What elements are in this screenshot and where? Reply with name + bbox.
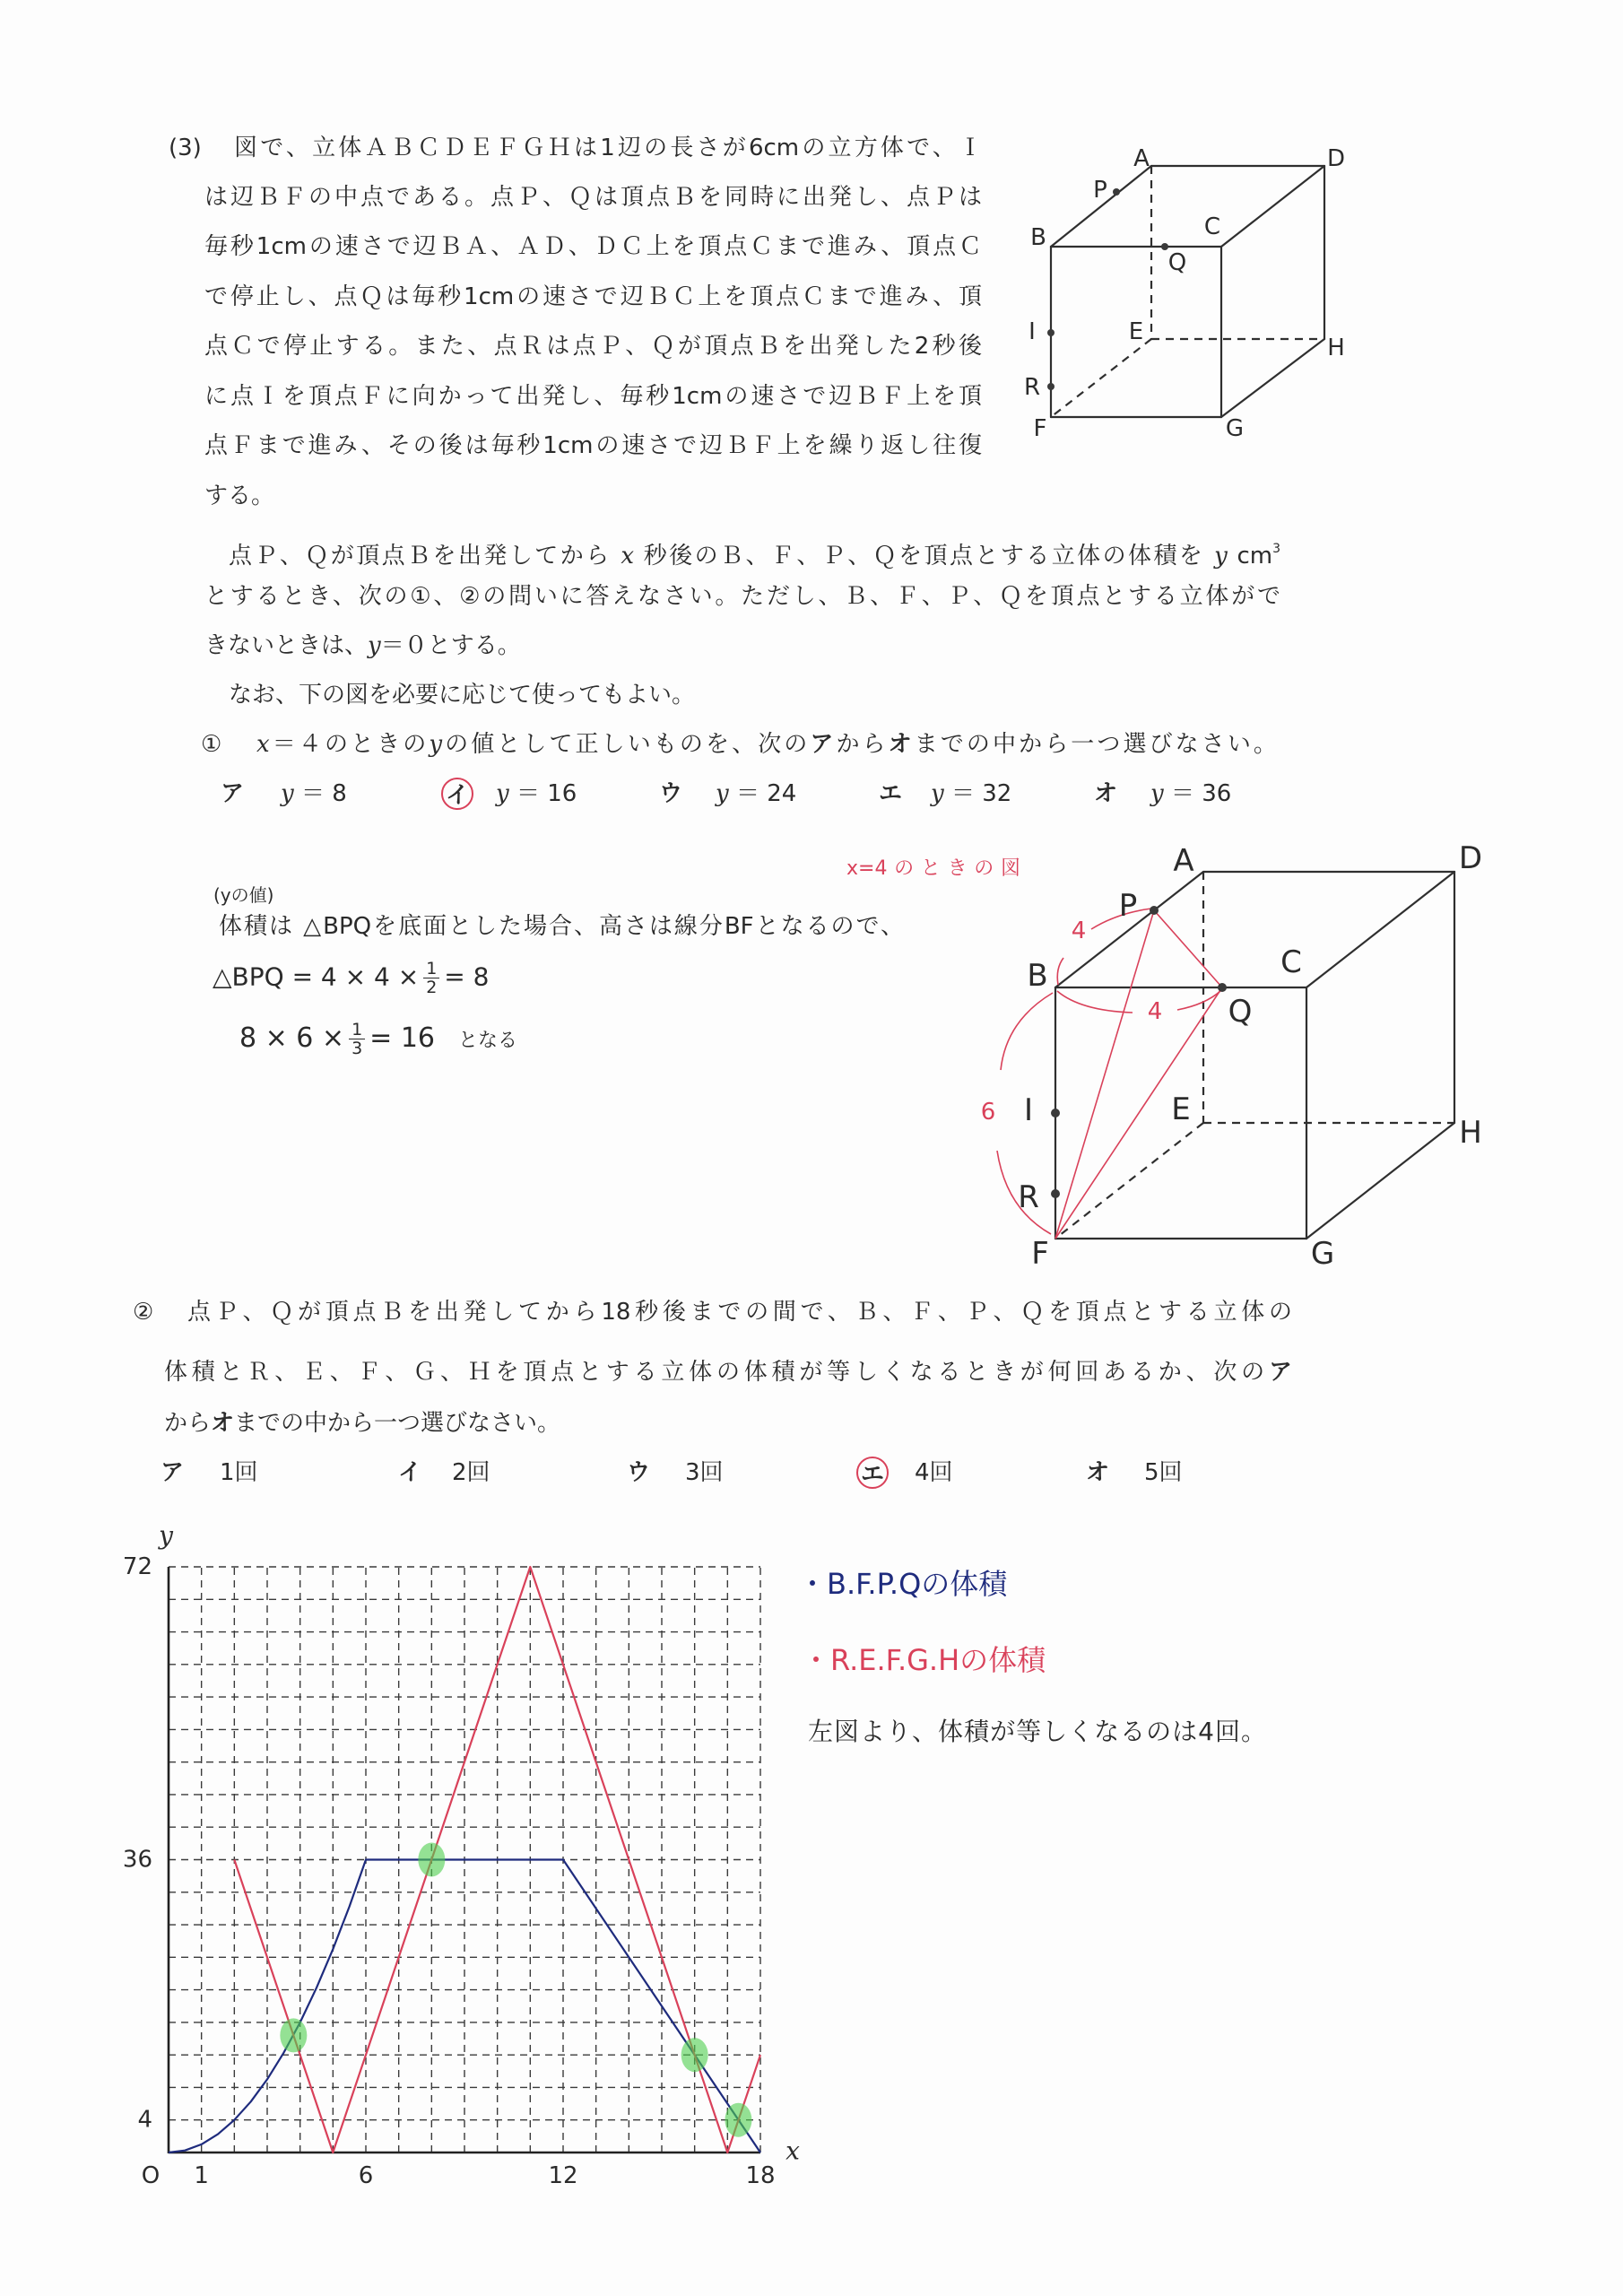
hidden-edge-ef [1051, 339, 1151, 417]
x-axis-label: x [785, 2135, 800, 2166]
point-label-q: Q [1167, 249, 1187, 276]
equation-text: △BPQ = 4 × 4 × [213, 961, 420, 992]
legend-bullet: ・ [802, 1643, 831, 1677]
variable-y: y [368, 632, 381, 659]
intro-line: 毎秒1cmの速さで辺ＢＡ、ＡＤ、ＤＣ上を頂点Ｃまで進み、頂点Ｃ [204, 233, 982, 260]
setup-text: ＝０とする。 [380, 632, 521, 659]
choice-value: 1回 [220, 1459, 258, 1486]
vertex-label-b: B [1030, 224, 1046, 251]
y-tick-label: 4 [137, 2106, 152, 2134]
variable-y: y [1150, 780, 1164, 807]
variable-y: y [281, 780, 294, 807]
point-label-i: I [1023, 1092, 1034, 1128]
point-r-marker [1051, 1189, 1060, 1198]
vertex-label-h: H [1459, 1115, 1482, 1151]
point-p-marker [1150, 906, 1159, 915]
legend-bullet: ・ [798, 1567, 828, 1601]
annotated-cube-figure [950, 825, 1524, 1283]
intro-line: は辺ＢＦの中点である。点Ｐ、Ｑは頂点Ｂを同時に出発し、点Ｐは [204, 184, 982, 211]
prompt-choice-last: オ [888, 731, 915, 758]
choice-label: ウ [626, 1459, 650, 1486]
point-r-marker [1047, 383, 1055, 390]
point-q-marker [1218, 983, 1227, 992]
prompt-text: から [836, 731, 889, 758]
setup-line: なお、下の図を必要に応じて使ってもよい。 [229, 682, 696, 709]
q2-line [164, 1410, 560, 1437]
legend-item-red [802, 1644, 1046, 1676]
length-label-bp: 4 [1071, 918, 1087, 944]
vertex-label-f: F [1033, 415, 1047, 442]
choice-label: イ [397, 1459, 421, 1486]
conclusion-note: 左図より、体積が等しくなるのは4回。 [808, 1717, 1266, 1746]
vertex-label-h: H [1327, 335, 1345, 361]
intro-line: 図で、立体ＡＢＣＤＥＦＧＨは1辺の長さが6cmの立方体で、Ｉ [234, 135, 982, 161]
choice-value-text: ＝ 8 [300, 780, 347, 807]
intro-line: 点Ｆまで進み、その後は毎秒1cmの速さで辺ＢＦ上を繰り返し往復 [204, 432, 982, 459]
intro-line: に点Ｉを頂点Ｆに向かって出発し、毎秒1cmの速さで辺ＢＦ上を頂 [204, 383, 982, 410]
fraction-denominator: 3 [352, 1039, 363, 1058]
choice-value-text: ＝ 24 [735, 780, 797, 807]
segment-pq [1154, 910, 1222, 987]
setup-text: 点Ｐ、Ｑが頂点Ｂを出発してから [229, 543, 612, 570]
variable-y: y [1214, 543, 1228, 570]
point-label-r: R [1023, 374, 1041, 401]
y-tick-label: 72 [122, 1553, 152, 1580]
point-label-p: P [1118, 888, 1138, 924]
hidden-edge-ef [1055, 1123, 1203, 1239]
cube-figure [1004, 126, 1381, 457]
legend-item-blue [798, 1568, 1007, 1600]
choice-label: オ [1085, 1459, 1109, 1486]
solution-equation [213, 960, 489, 996]
point-p-marker [1113, 188, 1120, 196]
q1-prompt [256, 731, 1277, 758]
point-label-r: R [1018, 1179, 1039, 1215]
x-tick-label: 6 [358, 2162, 374, 2189]
prompt-text: の値として正しいものを、次の [442, 731, 811, 758]
q2-text: から [164, 1410, 212, 1437]
vertex-label-d: D [1326, 145, 1346, 172]
choice-label: イ [441, 778, 473, 810]
edge-cd [1306, 872, 1454, 987]
length-label-bq: 4 [1147, 998, 1163, 1025]
choice-value [1150, 780, 1231, 807]
equation-text: 8 × 6 × [239, 1022, 345, 1054]
unit-exponent: 3 [1272, 542, 1281, 556]
point-label-i: I [1028, 318, 1036, 345]
choice-label: エ [878, 780, 902, 807]
choice-label: ア [220, 780, 244, 807]
choice-value: 2回 [452, 1459, 490, 1486]
setup-line [229, 535, 1280, 570]
intersection-highlight [725, 2103, 751, 2137]
intro-line: する。 [204, 483, 275, 509]
edge-cd [1221, 166, 1324, 247]
choice-value-text: ＝ 36 [1170, 780, 1232, 807]
legend-label: B.F.P.Qの体積 [827, 1567, 1008, 1601]
choice-value-text: ＝ 32 [950, 780, 1012, 807]
x-tick-label: 1 [194, 2162, 209, 2189]
vertex-label-a: A [1133, 145, 1150, 172]
fraction-numerator: 1 [349, 1021, 365, 1039]
prompt-choice-first: ア [1268, 1359, 1292, 1386]
fraction-denominator: 2 [426, 978, 438, 997]
choice-value [931, 780, 1011, 807]
point-i-marker [1051, 1109, 1060, 1118]
q2-text: 体積とＲ、Ｅ、Ｆ、Ｇ、Ｈを頂点とする立体の体積が等しくなるときが何回あるか、次の [164, 1359, 1269, 1386]
equation-text: = 8 [444, 961, 490, 992]
fraction [349, 1021, 365, 1057]
solution-heading: (yの値) [213, 884, 274, 906]
prompt-text: までの中から一つ選びなさい。 [914, 731, 1277, 758]
intro-line: 点Ｃで停止する。また、点Ｒは点Ｐ、Ｑが頂点Ｂを出発した2秒後 [204, 333, 982, 360]
equation-suffix: となる [458, 1030, 518, 1052]
q1-marker: ① [201, 731, 222, 758]
fraction [423, 960, 439, 996]
choice-value: 4回 [915, 1459, 953, 1486]
length-label-bf: 6 [980, 1099, 996, 1126]
q2-line [164, 1359, 1292, 1386]
choice-label: ア [160, 1459, 184, 1486]
choice-label: ウ [658, 780, 682, 807]
length-arc-bf [1001, 993, 1053, 1070]
x-tick-label: 18 [745, 2162, 776, 2189]
prompt-choice-last: オ [211, 1410, 235, 1437]
q2-line: 点Ｐ、Ｑが頂点Ｂを出発してから18秒後までの間で、Ｂ、Ｆ、Ｐ、Ｑを頂点とする立体の [187, 1299, 1292, 1326]
vertex-label-c: C [1203, 213, 1221, 240]
point-label-p: P [1093, 177, 1107, 204]
variable-y: y [931, 780, 944, 807]
setup-text: きないときは、 [204, 632, 369, 659]
choice-value [281, 780, 347, 807]
choice-value [716, 780, 796, 807]
solution-equation [239, 1021, 517, 1058]
edge-gh [1221, 339, 1324, 417]
choice-value: 3回 [685, 1459, 724, 1486]
prompt-choice-first: ア [810, 731, 837, 758]
setup-line: とするとき、次の①、②の問いに答えなさい。ただし、Ｂ、Ｆ、Ｐ、Ｑを頂点とする立体がで [204, 583, 1280, 610]
choice-label: オ [1093, 780, 1117, 807]
intersection-highlight [280, 2018, 307, 2052]
point-i-marker [1047, 329, 1055, 336]
point-label-q: Q [1228, 994, 1253, 1030]
setup-text: 秒後のＢ、Ｆ、Ｐ、Ｑを頂点とする立体の体積を [643, 543, 1205, 570]
unit-text: cm [1237, 543, 1273, 570]
intro-line: で停止し、点Ｑは毎秒1cmの速さで辺ＢＣ上を頂点Ｃまで進み、頂 [204, 283, 982, 310]
prompt-text: ＝４のときの [269, 731, 430, 758]
vertex-label-e: E [1171, 1091, 1191, 1127]
y-tick-label: 36 [122, 1846, 152, 1874]
equation-text: = 16 [369, 1022, 436, 1054]
vertex-label-b: B [1027, 958, 1048, 994]
vertex-label-d: D [1458, 840, 1483, 876]
legend-label: R.E.F.G.Hの体積 [830, 1643, 1046, 1677]
variable-y: y [429, 731, 443, 758]
origin-label: O [141, 2162, 161, 2189]
vertex-label-c: C [1280, 944, 1302, 980]
edge-gh [1306, 1123, 1454, 1239]
segment-qf [1055, 987, 1222, 1239]
vertex-label-e: E [1128, 318, 1144, 345]
variable-x: x [256, 731, 270, 758]
volume-graph [108, 1516, 828, 2197]
q2-text: までの中から一つ選びなさい。 [234, 1410, 561, 1437]
setup-line [204, 632, 521, 659]
choice-value-text: ＝ 16 [516, 780, 577, 807]
choice-label: エ [856, 1457, 889, 1489]
vertex-label-a: A [1173, 843, 1194, 879]
solution-line: 体積は △BPQを底面とした場合、高さは線分BFとなるので、 [219, 913, 904, 940]
variable-y: y [496, 780, 509, 807]
vertex-label-g: G [1225, 415, 1245, 442]
choice-value: 5回 [1144, 1459, 1183, 1486]
length-arc-bq [1057, 991, 1133, 1013]
problem-number: (3) [169, 135, 202, 161]
fraction-numerator: 1 [423, 960, 439, 978]
q2-marker: ② [133, 1299, 154, 1326]
y-axis-label: y [159, 1520, 173, 1551]
variable-x: x [621, 543, 634, 570]
segment-pf [1055, 910, 1154, 1239]
vertex-label-g: G [1310, 1236, 1335, 1272]
intersection-highlight [418, 1843, 445, 1877]
variable-y: y [716, 780, 729, 807]
vertex-label-f: F [1031, 1236, 1049, 1272]
figure-caption: x=4のときの図 [846, 857, 1020, 880]
choice-value [496, 780, 577, 807]
x-tick-label: 12 [548, 2162, 578, 2189]
intersection-highlight [681, 2038, 708, 2072]
